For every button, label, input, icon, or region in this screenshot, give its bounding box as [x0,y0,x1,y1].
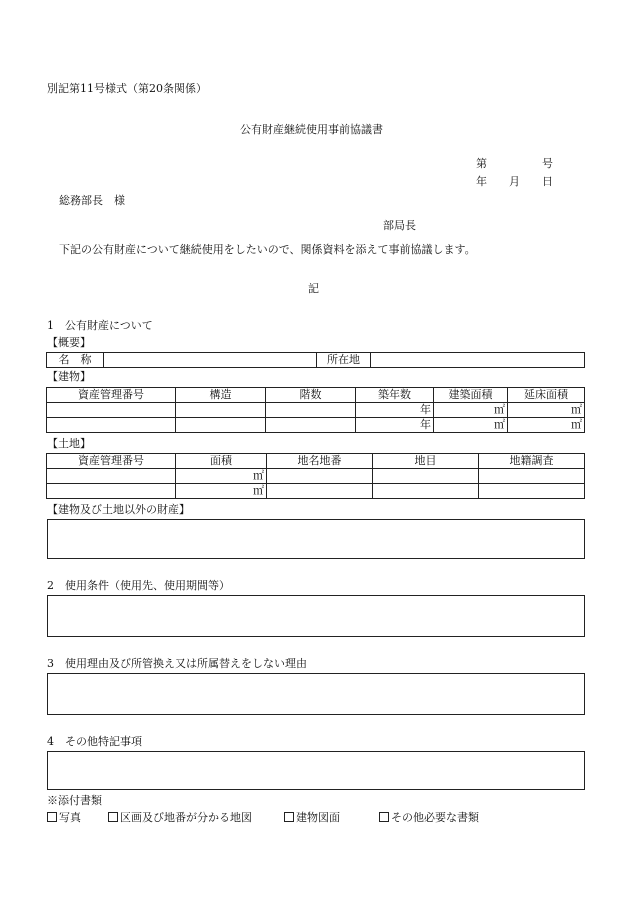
document-number: 第 号 [476,157,553,170]
attachment-photo[interactable] [47,811,81,825]
section2-heading: 2 使用条件（使用先、使用期間等） [47,579,230,592]
floors-cell[interactable] [266,403,356,418]
document-date: 年 月 日 [476,175,553,188]
lot-number-cell[interactable] [267,469,373,484]
attachment-building-drawing[interactable] [284,811,340,825]
col-building-area: 建築面積 [434,388,508,403]
col-land-category: 地目 [373,454,479,469]
attachment-label: 区画及び地番が分かる地図 [120,811,252,824]
col-floor-area: 延床面積 [508,388,585,403]
area-cell[interactable]: ㎡ [176,469,267,484]
overview-heading: 【概要】 [47,336,91,349]
checkbox-icon[interactable] [379,812,389,822]
document-title: 公有財産継続使用事前協議書 [240,123,383,136]
attachment-label: 建物図面 [296,811,340,824]
attachment-other[interactable] [379,811,479,825]
asset-number-cell[interactable] [47,469,176,484]
name-label: 名 称 [47,353,104,368]
usage-conditions-box[interactable] [47,595,585,637]
col-lot-number: 地名地番 [267,454,373,469]
col-asset-number: 資産管理番号 [47,388,176,403]
building-area-cell[interactable]: ㎡ [434,418,508,433]
col-floors: 階数 [266,388,356,403]
structure-cell[interactable] [176,418,266,433]
table-row [47,418,585,433]
age-cell[interactable]: 年 [356,403,434,418]
form-label: 別記第11号様式（第20条関係） [47,82,207,95]
age-cell[interactable]: 年 [356,418,434,433]
floor-area-cell[interactable]: ㎡ [508,418,585,433]
structure-cell[interactable] [176,403,266,418]
asset-number-cell[interactable] [47,403,176,418]
area-cell[interactable]: ㎡ [176,484,267,499]
checkbox-icon[interactable] [108,812,118,822]
cadastral-survey-cell[interactable] [479,469,585,484]
sender: 部局長 [383,219,416,232]
table-row [47,469,585,484]
table-row [47,403,585,418]
name-field[interactable] [104,353,317,368]
land-table [46,453,585,499]
col-asset-number: 資産管理番号 [47,454,176,469]
overview-table [46,352,585,368]
section1-heading: 1 公有財産について [47,319,153,332]
special-notes-box[interactable] [47,751,585,790]
col-structure: 構造 [176,388,266,403]
building-header-row [47,388,585,403]
checkbox-icon[interactable] [47,812,57,822]
col-age: 築年数 [356,388,434,403]
floors-cell[interactable] [266,418,356,433]
section4-heading: 4 その他特記事項 [47,735,142,748]
attachment-map[interactable] [108,811,252,825]
location-field[interactable] [371,353,585,368]
other-property-heading: 【建物及び土地以外の財産】 [47,503,190,516]
table-row [47,484,585,499]
cadastral-survey-cell[interactable] [479,484,585,499]
usage-reason-box[interactable] [47,673,585,715]
col-area: 面積 [176,454,267,469]
checkbox-icon[interactable] [284,812,294,822]
land-header-row [47,454,585,469]
col-cadastral-survey: 地籍調査 [479,454,585,469]
asset-number-cell[interactable] [47,418,176,433]
ki-label: 記 [308,282,319,295]
land-category-cell[interactable] [373,469,479,484]
location-label: 所在地 [317,353,371,368]
attachment-label: その他必要な書類 [391,811,479,824]
floor-area-cell[interactable]: ㎡ [508,403,585,418]
attachment-label: 写真 [59,811,81,824]
addressee: 総務部長 様 [59,194,125,207]
other-property-box[interactable] [47,519,585,559]
building-area-cell[interactable]: ㎡ [434,403,508,418]
land-heading: 【土地】 [47,437,91,450]
building-table [46,387,585,433]
section3-heading: 3 使用理由及び所管換え又は所属替えをしない理由 [47,657,307,670]
attachments-heading: ※添付書類 [47,794,102,807]
land-category-cell[interactable] [373,484,479,499]
asset-number-cell[interactable] [47,484,176,499]
intro-text: 下記の公有財産について継続使用をしたいので、関係資料を添えて事前協議します。 [59,243,476,256]
building-heading: 【建物】 [47,370,91,383]
lot-number-cell[interactable] [267,484,373,499]
